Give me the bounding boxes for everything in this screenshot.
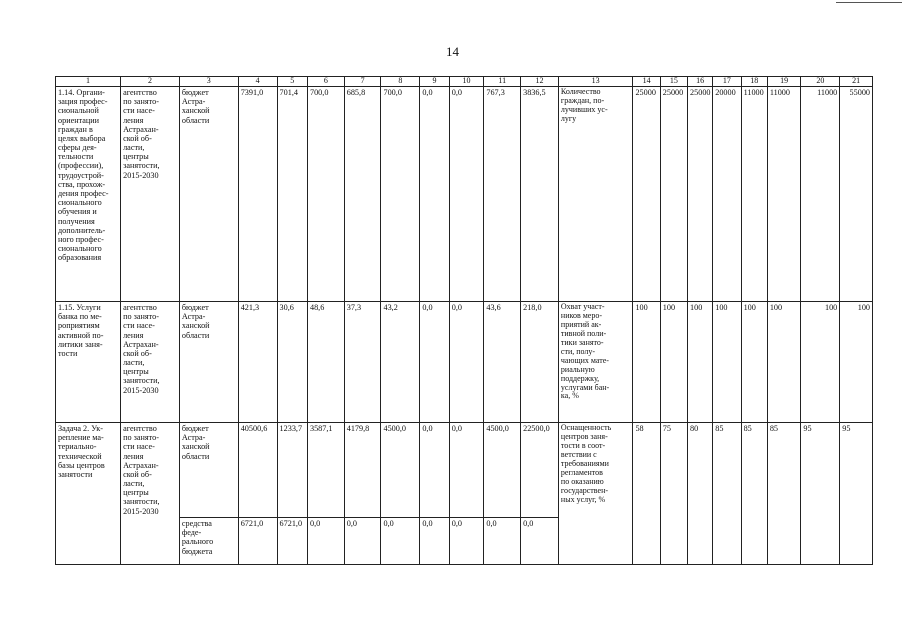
value-cell: 0,0 <box>381 517 420 564</box>
value-cell: 30,6 <box>277 301 307 422</box>
value-cell: 0,0 <box>307 517 344 564</box>
indicator: Количество граждан, по- лучивших ус- лугу <box>558 86 633 301</box>
target-cell: 100 <box>660 301 687 422</box>
measure-name: 1.15. Услуги банка по ме- роприятиям активной по- литики заня- тости <box>56 301 121 422</box>
target-cell: 25000 <box>633 86 660 301</box>
col-header: 20 <box>801 77 840 87</box>
funding-source: бюджет Астра- ханской области <box>179 301 238 422</box>
target-cell: 100 <box>801 301 840 422</box>
table-row <box>56 301 873 422</box>
target-cell: 25000 <box>660 86 687 301</box>
col-header: 1 <box>56 77 121 87</box>
value-cell: 0,0 <box>484 517 521 564</box>
value-cell: 4500,0 <box>484 422 521 517</box>
funding-source: бюджет Астра- ханской области <box>179 86 238 301</box>
value-cell: 48,6 <box>307 301 344 422</box>
target-cell: 20000 <box>713 86 741 301</box>
executor: агентство по занято- сти насе- ления Астрахан- ской об- ласти, центры занятости, 2015-2030 <box>121 86 180 301</box>
target-cell: 11000 <box>741 86 767 301</box>
target-cell: 11000 <box>801 86 840 301</box>
target-cell: 55000 <box>840 86 873 301</box>
value-cell: 37,3 <box>344 301 381 422</box>
top-rule <box>836 2 902 3</box>
col-header: 16 <box>688 77 713 87</box>
col-header: 11 <box>484 77 521 87</box>
target-cell: 58 <box>633 422 660 564</box>
value-cell: 700,0 <box>307 86 344 301</box>
target-cell: 100 <box>840 301 873 422</box>
program-table <box>55 76 873 565</box>
value-cell: 0,0 <box>449 517 484 564</box>
target-cell: 75 <box>660 422 687 564</box>
col-header: 15 <box>660 77 687 87</box>
value-cell: 0,0 <box>420 517 449 564</box>
funding-source: бюджет Астра- ханской области <box>179 422 238 517</box>
value-cell: 0,0 <box>449 86 484 301</box>
target-cell: 95 <box>840 422 873 564</box>
value-cell: 0,0 <box>344 517 381 564</box>
target-cell: 100 <box>767 301 801 422</box>
col-header: 2 <box>121 77 180 87</box>
col-header: 12 <box>521 77 559 87</box>
executor: агентство по занято- сти насе- ления Астрахан- ской об- ласти, центры занятости, 2015-2030 <box>121 422 180 564</box>
measure-name: 1.14. Органи- зация профес- сиональной ориентации граждан в целях выбора сферы дея- тельности (профессии), трудоустрой- ства, прохож- дения профес- сионального обучения и получения дополнитель- ного профес- сионального образования <box>56 86 121 301</box>
target-cell: 11000 <box>767 86 801 301</box>
value-cell: 6721,0 <box>277 517 307 564</box>
target-cell: 100 <box>713 301 741 422</box>
value-cell: 4500,0 <box>381 422 420 517</box>
col-header: 21 <box>840 77 873 87</box>
target-cell: 100 <box>633 301 660 422</box>
value-cell: 767,3 <box>484 86 521 301</box>
col-header: 10 <box>449 77 484 87</box>
value-cell: 3587,1 <box>307 422 344 517</box>
value-cell: 0,0 <box>521 517 559 564</box>
value-cell: 0,0 <box>420 422 449 517</box>
col-header: 7 <box>344 77 381 87</box>
value-cell: 43,6 <box>484 301 521 422</box>
measure-name: Задача 2. Ук- репление ма- териально- технической базы центров занятости <box>56 422 121 564</box>
target-cell: 85 <box>767 422 801 564</box>
value-cell: 0,0 <box>420 86 449 301</box>
value-cell: 6721,0 <box>238 517 277 564</box>
col-header: 4 <box>238 77 277 87</box>
funding-source: средства феде- рального бюджета <box>179 517 238 564</box>
target-cell: 95 <box>801 422 840 564</box>
col-header: 17 <box>713 77 741 87</box>
target-cell: 100 <box>741 301 767 422</box>
col-header: 8 <box>381 77 420 87</box>
value-cell: 4179,8 <box>344 422 381 517</box>
value-cell: 685,8 <box>344 86 381 301</box>
value-cell: 1233,7 <box>277 422 307 517</box>
target-cell: 100 <box>688 301 713 422</box>
col-header: 13 <box>558 77 633 87</box>
col-header: 6 <box>307 77 344 87</box>
col-header: 5 <box>277 77 307 87</box>
value-cell: 421,3 <box>238 301 277 422</box>
value-cell: 0,0 <box>420 301 449 422</box>
target-cell: 80 <box>688 422 713 564</box>
value-cell: 3836,5 <box>521 86 559 301</box>
value-cell: 700,0 <box>381 86 420 301</box>
value-cell: 0,0 <box>449 301 484 422</box>
table-row <box>56 422 873 517</box>
value-cell: 0,0 <box>449 422 484 517</box>
value-cell: 218,0 <box>521 301 559 422</box>
col-header: 3 <box>179 77 238 87</box>
value-cell: 7391,0 <box>238 86 277 301</box>
header-row <box>56 77 873 87</box>
value-cell: 22500,0 <box>521 422 559 517</box>
target-cell: 85 <box>713 422 741 564</box>
col-header: 14 <box>633 77 660 87</box>
page-number: 14 <box>446 44 459 59</box>
col-header: 9 <box>420 77 449 87</box>
value-cell: 40500,6 <box>238 422 277 517</box>
col-header: 18 <box>741 77 767 87</box>
value-cell: 43,2 <box>381 301 420 422</box>
indicator: Охват участ- ников меро- приятий ак- тивной поли- тики занято- сти, полу- чающих мате- риальную поддержку, услугами бан- ка, % <box>558 301 633 422</box>
target-cell: 85 <box>741 422 767 564</box>
col-header: 19 <box>767 77 801 87</box>
target-cell: 25000 <box>688 86 713 301</box>
table-row <box>56 86 873 301</box>
executor: агентство по занято- сти насе- ления Астрахан- ской об- ласти, центры занятости, 2015-2030 <box>121 301 180 422</box>
indicator: Оснащенность центров заня- тости в соот- ветствии с требованиями регламентов по оказанию государствен- ных услуг, % <box>558 422 633 564</box>
value-cell: 701,4 <box>277 86 307 301</box>
